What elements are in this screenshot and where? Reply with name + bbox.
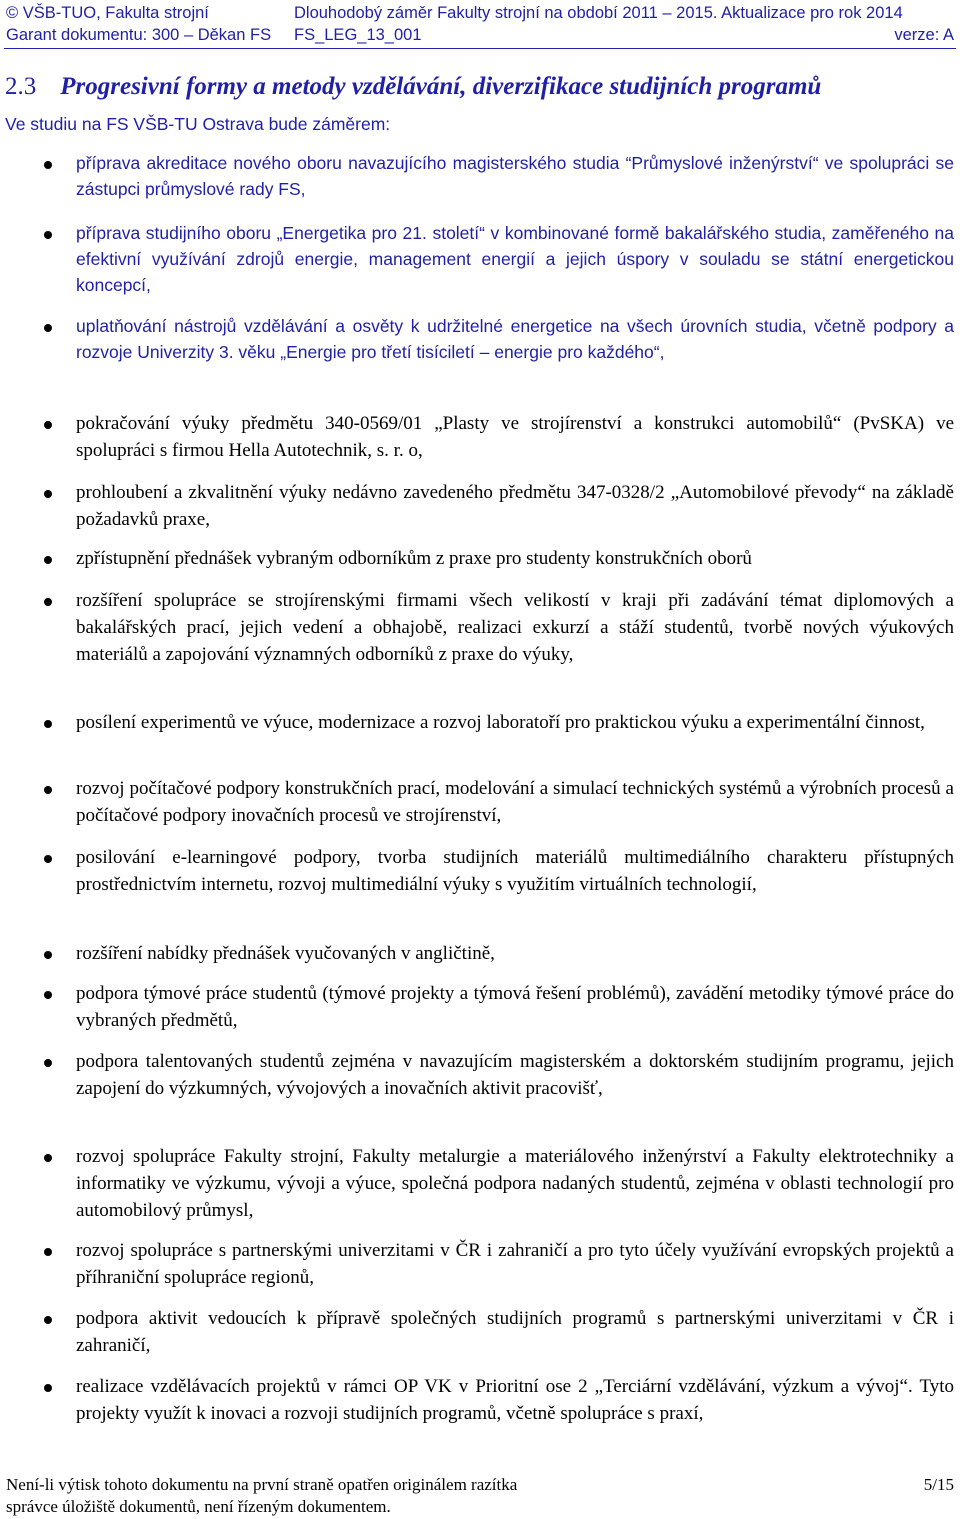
page-number: 5/15 <box>923 1475 954 1494</box>
section-title: Progresivní formy a metody vzdělávání, diverzifikace studijních programů <box>60 73 822 100</box>
bullet-icon <box>44 855 52 863</box>
bullet-icon <box>44 1059 52 1067</box>
header-divider <box>4 48 956 49</box>
bullet-icon <box>44 161 52 169</box>
footer-notice-line1: Není-li výtisk tohoto dokumentu na první straně opatřen originálem razítka <box>6 1475 518 1494</box>
document-footer <box>6 1474 954 1518</box>
list-item-text: rozvoj spolupráce s partnerskými univerzitami v ČR i zahraničí a pro tyto účely využívání evropských projektů a příhraniční spolupráce regionů, <box>76 1240 954 1288</box>
bullet-icon <box>44 1248 52 1256</box>
list-item-text: podpora týmové práce studentů (týmové projekty a týmová řešení problémů), zavádění metodiky týmové práce do vybraných předmětů, <box>76 983 954 1031</box>
list-item-text: pokračování výuky předmětu 340-0569/01 „Plasty ve strojírenství a konstrukci automobilů“ (PvSKA) ve spolupráci s firmou Hella Autotechnik, s. r. o, <box>76 413 954 461</box>
list-item-text: uplatňování nástrojů vzdělávání a osvěty k udržitelné energetice na všech úrovních studia, včetně podpory a rozvoje Univerzity 3. věku „Energie pro třetí tisíciletí – energie pro každého“, <box>76 316 954 362</box>
bullet-icon <box>44 324 52 332</box>
bullet-icon <box>44 951 52 959</box>
bullet-icon <box>44 490 52 498</box>
list-item-text: realizace vzdělávacích projektů v rámci OP VK v Prioritní ose 2 „Terciární vzdělávání, výzkum a vývoj“. Tyto projekty využít k inovaci a rozvoji studijních programů, včetně spolupráce s praxí, <box>76 1376 954 1424</box>
bullet-icon <box>44 1154 52 1162</box>
list-item-text: rozšíření spolupráce se strojírenskými firmami všech velikostí v kraji při zadávání témat diplomových a bakalářských prací, jejich vedení a obhajobě, realizaci exkurzí a stáží studentů, tvorbě nových výukových materiálů a zapojování významných odborníků z praxe do výuky, <box>76 590 954 665</box>
bullet-icon <box>44 556 52 564</box>
list-item-text: rozvoj počítačové podpory konstrukčních prací, modelování a simulací technických systémů a výrobních procesů a počítačové podpory inovačních procesů ve strojírenství, <box>76 778 954 826</box>
bullet-icon <box>44 991 52 999</box>
bullet-icon <box>44 231 52 239</box>
section-heading <box>5 73 955 101</box>
list-item-text: podpora talentovaných studentů zejména v navazujícím magisterském a doktorském studijním programu, jejich zapojení do výzkumných, vývojových a inovačních aktivit pracovišť, <box>76 1051 954 1099</box>
header-document-title: Dlouhodobý záměr Fakulty strojní na období 2011 – 2015. Aktualizace pro rok 2014 <box>294 4 903 22</box>
section-number: 2.3 <box>5 73 37 100</box>
bullet-icon <box>44 598 52 606</box>
bullet-icon <box>44 786 52 794</box>
list-item-text: rozšíření nabídky přednášek vyučovaných v angličtině, <box>76 943 495 964</box>
header-document-code: FS_LEG_13_001 <box>294 26 422 44</box>
header-guarantor: Garant dokumentu: 300 – Děkan FS <box>6 26 272 44</box>
list-item-text: posilování e-learningové podpory, tvorba studijních materiálů multimediálního charakteru přístupných prostřednictvím internetu, rozvoj multimediální výuky s využitím virtuálních technologií, <box>76 847 954 895</box>
list-item-text: podpora aktivit vedoucích k přípravě společných studijních programů s partnerskými univerzitami v ČR i zahraničí, <box>76 1308 954 1356</box>
list-item-text: příprava studijního oboru „Energetika pro 21. století“ v kombinované formě bakalářského studia, zaměřeného na efektivní využívání zdrojů energie, management energií a jejich úspory v souladu se státní energetickou koncepcí, <box>76 223 954 295</box>
bullet-icon <box>44 720 52 728</box>
bullet-icon <box>44 1316 52 1324</box>
section-intro: Ve studiu na FS VŠB-TU Ostrava bude záměrem: <box>5 114 391 134</box>
bullet-icon <box>44 421 52 429</box>
list-item-text: prohloubení a zkvalitnění výuky nedávno zavedeného předmětu 347-0328/2 „Automobilové převody“ na základě požadavků praxe, <box>76 482 954 530</box>
footer-notice-line2: správce úložiště dokumentů, není řízeným dokumentem. <box>6 1497 391 1516</box>
document-header <box>6 2 954 46</box>
list-item-text: příprava akreditace nového oboru navazujícího magisterského studia “Průmyslové inženýrství“ ve spolupráci se zástupci průmyslové rady FS, <box>76 153 954 199</box>
list-item-text: rozvoj spolupráce Fakulty strojní, Fakulty metalurgie a materiálového inženýrství a Fakulty elektrotechniky a informatiky ve výzkumu, vývoji a výuce, společná podpora nadaných studentů, zejména v oblasti technologií pro automobilový průmysl, <box>76 1146 954 1221</box>
list-item-text: posílení experimentů ve výuce, modernizace a rozvoj laboratoří pro praktickou výuku a experimentální činnost, <box>76 712 925 733</box>
header-version: verze: A <box>894 26 954 44</box>
header-copyright: © VŠB-TUO, Fakulta strojní <box>6 4 209 22</box>
bullet-icon <box>44 1384 52 1392</box>
list-item-text: zpřístupnění přednášek vybraným odborníkům z praxe pro studenty konstrukčních oborů <box>76 548 752 569</box>
